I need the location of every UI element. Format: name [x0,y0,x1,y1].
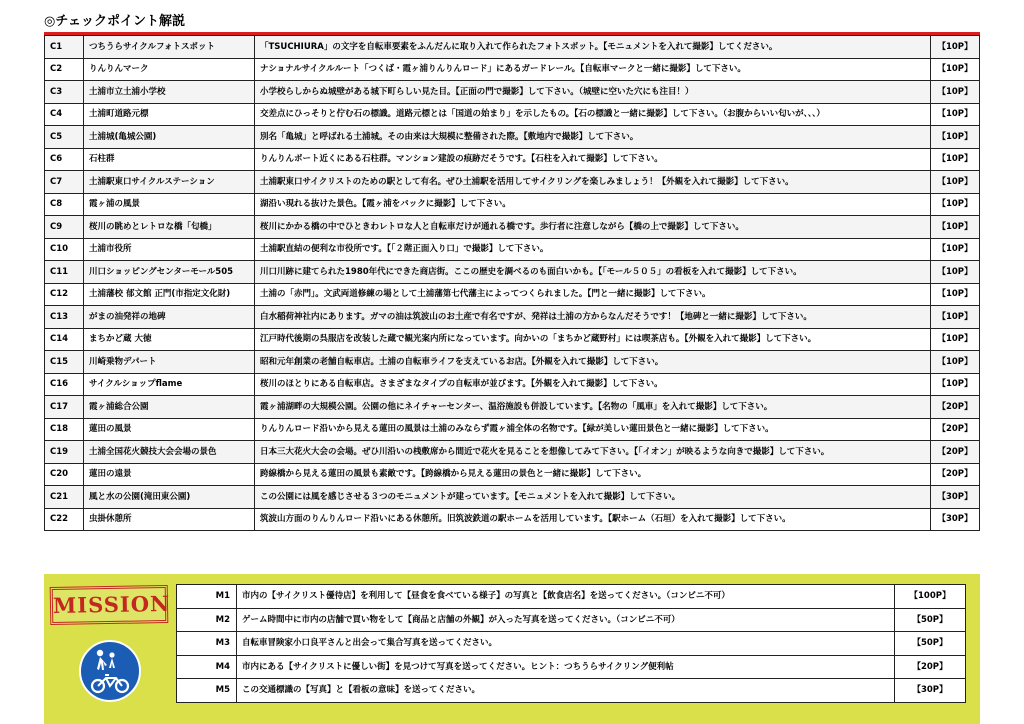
checkpoint-description: 筑波山方面のりんりんロード沿いにある休憩所。旧筑波鉄道の駅ホームを活用しています。【駅ホーム（石垣）を入れて撮影】して下さい。 [255,508,931,531]
checkpoint-points: 【30P】 [931,508,980,531]
checkpoint-points: 【10P】 [931,351,980,374]
checkpoint-description: この公園には風を感じさせる３つのモニュメントが建っています。【モニュメントを入れて撮影】して下さい。 [255,486,931,509]
checkpoint-points: 【10P】 [931,328,980,351]
checkpoint-id: C19 [45,441,84,464]
checkpoint-name: 虫掛休憩所 [84,508,255,531]
bicycle-pedestrian-sign-icon [78,639,142,707]
checkpoint-description: ナショナルサイクルルート「つくば・霞ヶ浦りんりんロード」にあるガードレール。【自転車マークと一緒に撮影】して下さい。 [255,58,931,81]
checkpoint-name: 川口ショッピングセンターモール505 [84,261,255,284]
checkpoint-row [45,171,980,194]
checkpoint-id: C12 [45,283,84,306]
checkpoint-row [45,351,980,374]
checkpoint-id: C2 [45,58,84,81]
checkpoint-name: 土浦町道路元標 [84,103,255,126]
checkpoint-points: 【30P】 [931,486,980,509]
checkpoint-points: 【20P】 [931,441,980,464]
mission-id: M3 [177,632,237,656]
checkpoint-description: りんりんポート近くにある石柱群。マンション建設の痕跡だそうです。【石柱を入れて撮影】して下さい。 [255,148,931,171]
checkpoint-description: りんりんロード沿いから見える蓮田の風景は土浦のみならず霞ヶ浦全体の名物です。【緑が美しい蓮田景色と一緒に撮影】して下さい。 [255,418,931,441]
checkpoint-row [45,373,980,396]
checkpoint-name: がまの油発祥の地碑 [84,306,255,329]
checkpoint-row [45,396,980,419]
checkpoint-id: C13 [45,306,84,329]
mission-row [177,655,966,679]
checkpoint-row [45,81,980,104]
mission-description: 市内にある【サイクリストに優しい街】を見つけて写真を送ってください。ヒント：つちうらサイクリング便利帖 [237,655,895,679]
mission-row [177,679,966,703]
checkpoint-row [45,36,980,59]
checkpoint-points: 【10P】 [931,283,980,306]
checkpoint-points: 【10P】 [931,238,980,261]
checkpoint-name: つちうらサイクルフォトスポット [84,36,255,59]
page-title: ◎チェックポイント解説 [44,14,185,29]
mission-row [177,632,966,656]
checkpoint-points: 【10P】 [931,148,980,171]
checkpoint-description: 日本三大花火大会の会場。ぜひ川沿いの桟敷席から間近で花火を見ることを想像してみて下さい。【「イオン」が映るような向きで撮影】して下さい。 [255,441,931,464]
checkpoint-row [45,418,980,441]
checkpoint-id: C18 [45,418,84,441]
mission-id: M4 [177,655,237,679]
checkpoint-row [45,306,980,329]
checkpoint-id: C14 [45,328,84,351]
checkpoint-id: C1 [45,36,84,59]
checkpoint-description: 桜川にかかる橋の中でひときわレトロな人と自転車だけが通れる橋です。歩行者に注意しながら【橋の上で撮影】して下さい。 [255,216,931,239]
mission-id: M5 [177,679,237,703]
mission-description: ゲーム時間中に市内の店舗で買い物をして【商品と店舗の外観】が入った写真を送ってください。（コンビニ不可） [237,608,895,632]
checkpoint-name: 風と水の公園(滝田東公園) [84,486,255,509]
checkpoint-id: C3 [45,81,84,104]
checkpoint-points: 【20P】 [931,463,980,486]
checkpoint-row [45,261,980,284]
checkpoint-points: 【10P】 [931,261,980,284]
mission-row [177,608,966,632]
checkpoint-name: りんりんマーク [84,58,255,81]
mission-id: M1 [177,585,237,609]
checkpoint-row [45,103,980,126]
checkpoint-description: 土浦の「赤門」。文武両道修練の場として土浦藩第七代藩主によってつくられました。【門と一緒に撮影】して下さい。 [255,283,931,306]
checkpoint-name: 川崎乗物デパート [84,351,255,374]
checkpoint-id: C4 [45,103,84,126]
mission-points: 【50P】 [895,632,966,656]
mission-description: 市内の【サイクリスト優待店】を利用して【昼食を食べている様子】の写真と【飲食店名】を送ってください。（コンビニ不可） [237,585,895,609]
checkpoint-description: 土浦駅東口サイクリストのための駅として有名。ぜひ土浦駅を活用してサイクリングを楽しみましょう！【外観を入れて撮影】して下さい。 [255,171,931,194]
mission-description: この交通標識の【写真】と【看板の意味】を送ってください。 [237,679,895,703]
checkpoint-row [45,238,980,261]
mission-points: 【30P】 [895,679,966,703]
checkpoint-id: C7 [45,171,84,194]
checkpoint-name: 桜川の眺めとレトロな橋「匂橋」 [84,216,255,239]
mission-id: M2 [177,608,237,632]
checkpoint-name: 土浦城(亀城公園) [84,126,255,149]
checkpoint-description: 白水稲荷神社内にあります。ガマの油は筑波山のお土産で有名ですが、発祥は土浦の方からなんだそうです！【地碑と一緒に撮影】して下さい。 [255,306,931,329]
checkpoint-description: 跨線橋から見える蓮田の風景も素敵です。【跨線橋から見える蓮田の景色と一緒に撮影】して下さい。 [255,463,931,486]
checkpoint-id: C21 [45,486,84,509]
checkpoint-points: 【10P】 [931,103,980,126]
checkpoint-name: 蓮田の遠景 [84,463,255,486]
checkpoint-description: 小学校らしからぬ城壁がある城下町らしい見た目。【正面の門で撮影】して下さい。（城壁に空いた穴にも注目！） [255,81,931,104]
checkpoint-name: 石柱群 [84,148,255,171]
mission-row [177,585,966,609]
mission-points: 【20P】 [895,655,966,679]
checkpoint-description: 交差点にひっそりと佇む石の標識。道路元標とは「国道の始まり」を示したもの。【石の標識と一緒に撮影】して下さい。（お腹からいい匂いが、、、） [255,103,931,126]
checkpoint-row [45,148,980,171]
checkpoint-points: 【10P】 [931,36,980,59]
checkpoint-row [45,126,980,149]
checkpoint-id: C10 [45,238,84,261]
checkpoint-row [45,216,980,239]
checkpoint-description: 霞ヶ浦湖畔の大規模公園。公園の他にネイチャーセンター、温浴施設も併設しています。【名物の「風車」を入れて撮影】して下さい。 [255,396,931,419]
checkpoint-row [45,283,980,306]
checkpoint-id: C5 [45,126,84,149]
checkpoint-row [45,441,980,464]
checkpoint-id: C9 [45,216,84,239]
checkpoint-description: 「TSUCHIURA」の文字を自転車要素をふんだんに取り入れて作られたフォトスポット。【モニュメントを入れて撮影】してください。 [255,36,931,59]
checkpoint-id: C8 [45,193,84,216]
checkpoint-points: 【10P】 [931,81,980,104]
checkpoint-name: 蓮田の風景 [84,418,255,441]
checkpoint-row [45,328,980,351]
mission-points: 【100P】 [895,585,966,609]
checkpoint-description: 川口川跡に建てられた1980年代にできた商店街。ここの歴史を調べるのも面白いかも。【「モール５０５」の看板を入れて撮影】して下さい。 [255,261,931,284]
checkpoint-id: C22 [45,508,84,531]
checkpoint-points: 【10P】 [931,171,980,194]
mission-stamp: MISSION [50,585,169,625]
checkpoint-row [45,193,980,216]
checkpoint-points: 【10P】 [931,216,980,239]
mission-table [176,584,966,703]
checkpoint-points: 【20P】 [931,396,980,419]
checkpoint-description: 江戸時代後期の呉服店を改装した蔵で観光案内所になっています。向かいの「まちかど蔵野村」には喫茶店も。【外観を入れて撮影】して下さい。 [255,328,931,351]
checkpoint-name: 霞ヶ浦総合公園 [84,396,255,419]
checkpoint-description: 桜川のほとりにある自転車店。さまざまなタイプの自転車が並びます。【外観を入れて撮影】して下さい。 [255,373,931,396]
checkpoint-row [45,508,980,531]
mission-points: 【50P】 [895,608,966,632]
checkpoint-points: 【10P】 [931,193,980,216]
checkpoint-description: 昭和元年創業の老舗自転車店。土浦の自転車ライフを支えているお店。【外観を入れて撮影】して下さい。 [255,351,931,374]
checkpoint-description: 別名「亀城」と呼ばれる土浦城。その由来は大規模に整備された際。【敷地内で撮影】して下さい。 [255,126,931,149]
checkpoint-id: C6 [45,148,84,171]
checkpoint-name: 霞ヶ浦の風景 [84,193,255,216]
checkpoint-points: 【10P】 [931,126,980,149]
checkpoint-row [45,486,980,509]
checkpoint-name: 土浦藩校 郁文館 正門(市指定文化財) [84,283,255,306]
checkpoint-name: 土浦市役所 [84,238,255,261]
checkpoint-points: 【10P】 [931,373,980,396]
checkpoint-description: 土浦駅直結の便利な市役所です。【「２階正面入り口」で撮影】して下さい。 [255,238,931,261]
checkpoint-name: 土浦市立土浦小学校 [84,81,255,104]
checkpoint-row [45,58,980,81]
checkpoint-description: 湖沿い現れる抜けた景色。【霞ヶ浦をバックに撮影】して下さい。 [255,193,931,216]
checkpoint-id: C20 [45,463,84,486]
checkpoint-name: 土浦全国花火競技大会会場の景色 [84,441,255,464]
checkpoint-points: 【10P】 [931,58,980,81]
checkpoint-row [45,463,980,486]
checkpoint-id: C15 [45,351,84,374]
checkpoint-table [44,35,980,531]
checkpoint-name: まちかど蔵 大徳 [84,328,255,351]
checkpoint-id: C11 [45,261,84,284]
checkpoint-points: 【20P】 [931,418,980,441]
mission-description: 自転車冒険家小口良平さんと出会って集合写真を送ってください。 [237,632,895,656]
checkpoint-id: C16 [45,373,84,396]
checkpoint-name: サイクルショップflame [84,373,255,396]
checkpoint-name: 土浦駅東口サイクルステーション [84,171,255,194]
checkpoint-points: 【10P】 [931,306,980,329]
checkpoint-id: C17 [45,396,84,419]
